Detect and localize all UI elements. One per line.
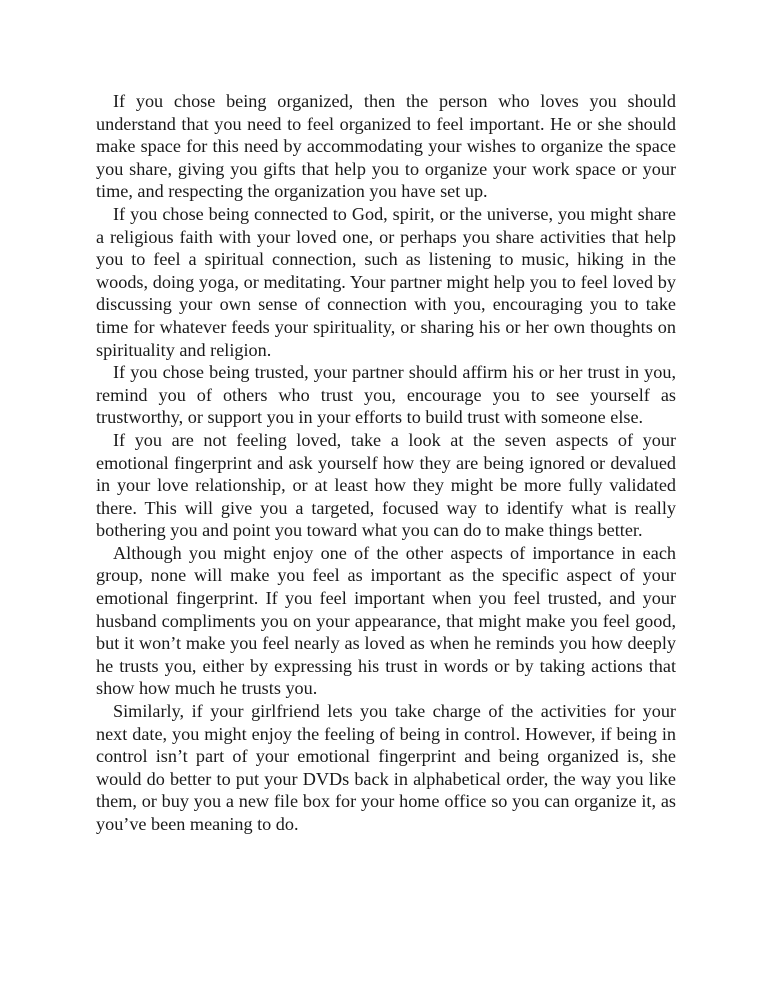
- paragraph-connected: If you chose being connected to God, spirit, or the universe, you might share a religious faith with your loved one, or perhaps you share activities that help you to feel a spiritual connection, such as listening to music, hiking in the woods, doing yoga, or meditating. Your partner might help you to feel loved by discussing your own sense of connection with you, encouraging you to take time for whatever feeds your spirituality, or sharing his or her own thoughts on spirituality and religion.: [96, 203, 676, 360]
- paragraph-similarly: Similarly, if your girlfriend lets you take charge of the activities for your next date, you might enjoy the feeling of being in control. However, if being in control isn’t part of your emotional fingerprint and being organized is, she would do better to put your DVDs back in alphabetical order, the way you like them, or buy you a new file box for your home office so you can organize it, as you’ve been meaning to do.: [96, 701, 676, 834]
- paragraph-other-aspects: Although you might enjoy one of the other aspects of importance in each group, none will make you feel as important as the specific aspect of your emotional fingerprint. If you feel important when you feel trusted, and your husband compliments you on your appearance, that might make you feel good, but it won’t make you feel nearly as loved as when he reminds you how deeply he trusts you, either by expressing his trust in words or by taking actions that show how much he trusts you.: [96, 542, 676, 699]
- paragraph-not-feeling-loved: If you are not feeling loved, take a look at the seven aspects of your emotional fingerprint and ask yourself how they are being ignored or devalued in your love relationship, or at least how they might be more fully validated there. This will give you a targeted, focused way to identify what is really bothering you and point you toward what you can do to make things better.: [96, 429, 676, 541]
- page-body: [96, 90, 676, 836]
- paragraph-organized: If you chose being organized, then the person who loves you should understand that you need to feel organized to feel important. He or she should make space for this need by accommodating your wishes to organize the space you share, giving you gifts that help you to organize your work space or your time, and respecting the organization you have set up.: [96, 91, 676, 202]
- paragraph-trusted: If you chose being trusted, your partner should affirm his or her trust in you, remind you of others who trust you, encourage you to see yourself as trustworthy, or support you in your efforts to build trust with someone else.: [96, 362, 676, 428]
